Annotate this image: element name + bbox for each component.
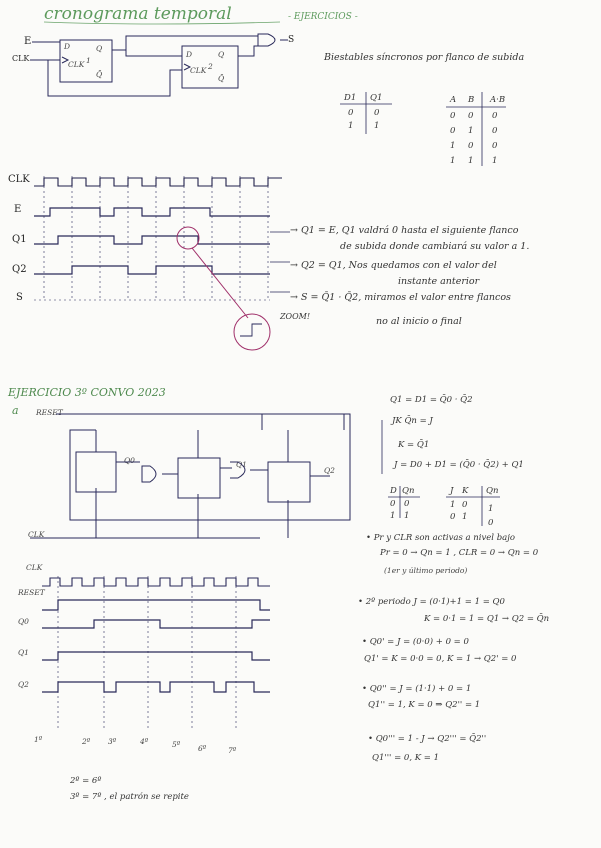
ffjk-box: [268, 462, 310, 502]
and-gate-2: [142, 466, 156, 482]
note-s: → S = Q̄1 · Q̄2, miramos el valor entre flancos: [290, 292, 511, 303]
footer-line2: 3º = 7º , el patrón se repite: [70, 792, 189, 802]
zoom-label: ZOOM!: [280, 312, 311, 321]
out-q1-label: Q1: [236, 460, 247, 469]
table2-cell: 0: [468, 141, 474, 151]
table2-cell: 1: [492, 156, 498, 166]
table4-header: J: [450, 486, 454, 496]
ff2-qn-label: Q̄: [218, 74, 225, 83]
page-subtitle: - EJERCICIOS -: [288, 12, 358, 22]
input-e-label: E: [24, 36, 32, 47]
note-period2-j: • 2º periodo J = (0·1)+1 = 1 = Q0: [358, 597, 505, 607]
page-title: cronograma temporal: [44, 4, 232, 24]
clk-input-label: CLK: [28, 530, 45, 539]
period-label: 2º: [82, 737, 91, 746]
timing1-q2-wave: [34, 266, 270, 274]
period-label: 6º: [198, 744, 207, 753]
note-q1-third: Q1''' = 0, K = 1: [372, 753, 440, 763]
table2-cell: 0: [492, 126, 498, 136]
note-periods: (1er y último periodo): [384, 566, 468, 575]
reset-input-label: RESET: [36, 408, 63, 417]
table2-lines: [446, 92, 506, 166]
timing1-e-wave: [34, 208, 270, 216]
timing2-clk-label: CLK: [26, 563, 43, 572]
table2-cell: 1: [450, 141, 456, 151]
table1-cell: 0: [348, 108, 354, 118]
note-q1: → Q1 = E, Q1 valdrá 0 hasta el siguiente flanco: [290, 225, 519, 236]
note-q0-prime: • Q0' = J = (0·0) + 0 = 0: [362, 637, 469, 647]
reset-bus: [56, 414, 350, 520]
description-biestables: Biestables síncronos por flanco de subida: [324, 52, 525, 63]
equation-j: J = D0 + D1 = (Q̄0 · Q̄2) + Q1: [394, 460, 524, 470]
table1-header-q1: Q1: [370, 93, 383, 103]
table4-cell: 1: [488, 504, 494, 514]
ex2-wires: [116, 462, 268, 474]
table3-cell: 1: [390, 511, 396, 521]
table1-cell: 1: [374, 121, 380, 131]
table2-cell: 0: [450, 111, 456, 121]
table2-cell: 1: [468, 126, 474, 136]
table2-header-ab: A·B: [490, 95, 506, 105]
zoom-circle-small: [177, 227, 199, 249]
and-gate: [258, 34, 275, 46]
table2-cell: 0: [468, 111, 474, 121]
ff1b-box: [178, 458, 220, 498]
ff2-clk-label: CLK: [190, 66, 207, 75]
ff1-q-label: Q: [96, 44, 103, 53]
ff1-box: [60, 40, 112, 82]
table3-header: D: [390, 486, 397, 496]
ff1-clk-triangle: [62, 57, 68, 63]
ff1-qn-label: Q̄: [96, 70, 103, 79]
ex2-clk-wires: [30, 476, 330, 538]
footer-line1: 2º = 6º: [70, 776, 102, 786]
table4-header: Qn: [486, 486, 499, 496]
input-clk-label: CLK: [12, 54, 30, 63]
table4-cell: 1: [450, 500, 456, 510]
note-q1-prime: Q1' = K = 0·0 = 0, K = 1 → Q2' = 0: [364, 654, 517, 664]
timing1-e-label: E: [14, 204, 22, 215]
period-label: 1º: [34, 735, 43, 744]
out-q2-label: Q2: [324, 466, 335, 475]
ex2-reset-wires: [96, 414, 344, 462]
note-q2-cont: instante anterior: [398, 276, 480, 287]
table2-cell: 0: [450, 126, 456, 136]
table2-cell: 0: [492, 141, 498, 151]
exercise2-title: EJERCICIO 3º CONVO 2023: [8, 386, 166, 399]
timing2-q2-label: Q2: [18, 680, 29, 689]
timing1-q2-label: Q2: [12, 264, 27, 275]
timing1-q1-wave: [34, 236, 270, 244]
timing2-reset-label: RESET: [18, 588, 45, 597]
period-label: 3º: [108, 737, 117, 746]
equation-jk: JK Q̄n = J: [392, 416, 433, 426]
note-q0-third: • Q0''' = 1 - J → Q2''' = Q̄2'': [368, 734, 487, 744]
note-arrows-1: [270, 232, 290, 292]
ff2-d-label: D: [186, 50, 193, 59]
ff0-box: [76, 452, 116, 492]
table2-cell: 0: [492, 111, 498, 121]
period-label: 4º: [140, 737, 149, 746]
timing1-clk-wave: [34, 178, 282, 186]
table4-header: K: [462, 486, 469, 496]
note-s-cont: no al inicio o final: [376, 316, 462, 327]
ff1-clk-label: CLK: [68, 60, 85, 69]
wire-q2: [238, 46, 258, 56]
table3-cell: 1: [404, 511, 410, 521]
note-q1-second: Q1'' = 1, K = 0 ⇒ Q2'' = 1: [368, 700, 481, 710]
table3-header: Qn: [402, 486, 415, 496]
table4-cell: 0: [462, 500, 468, 510]
timing2-q0-label: Q0: [18, 617, 29, 626]
ff2-num: 2: [208, 62, 213, 71]
note-pr-clr: • Pr y CLR son activas a nivel bajo: [366, 533, 515, 543]
ff1-d-label: D: [64, 42, 71, 51]
zoom-detail: [240, 324, 262, 336]
note-q0-second: • Q0'' = J = (1·1) + 0 = 1: [362, 684, 472, 694]
table2-header-b: B: [468, 95, 475, 105]
table2-cell: 1: [468, 156, 474, 166]
note-q1-cont: de subida donde cambiará su valor a 1.: [340, 241, 530, 252]
title-underline: [44, 22, 280, 24]
period-label: 7º: [228, 746, 237, 755]
truth-table-lines: [388, 486, 500, 526]
table3-cell: 0: [404, 499, 410, 509]
timing2-q1-label: Q1: [18, 648, 29, 657]
timing1-q1-label: Q1: [12, 234, 27, 245]
timing2-guides: [58, 576, 236, 730]
equation-q1: Q1 = D1 = Q̄0 · Q̄2: [390, 395, 473, 405]
wire-clk2: [48, 60, 182, 96]
wire-q1-top: [112, 36, 258, 50]
exercise2-part: a: [12, 404, 19, 417]
table1-cell: 1: [348, 121, 354, 131]
timing1-s-label: S: [16, 292, 23, 303]
table1-header-d1: D1: [344, 93, 357, 103]
ff2-clk-triangle: [184, 64, 190, 70]
table4-cell: 1: [462, 512, 468, 522]
note-period2-k: K = 0·1 = 1 = Q1 → Q2 = Q̄n: [424, 614, 550, 624]
or-gate: [230, 462, 245, 478]
table4-cell: 0: [450, 512, 456, 522]
ff1-num: 1: [86, 56, 91, 65]
table4-cell: 0: [488, 518, 494, 528]
equation-k: K = Q̄1: [398, 440, 430, 450]
wire-q1-ff2: [126, 50, 182, 56]
table1-lines: [340, 92, 392, 134]
table2-cell: 1: [450, 156, 456, 166]
output-s-label: S: [288, 35, 295, 45]
out-q0-label: Q0: [124, 456, 135, 465]
zoom-line: [192, 248, 248, 318]
table1-cell: 0: [374, 108, 380, 118]
note-q2: → Q2 = Q1, Nos quedamos con el valor del: [290, 260, 497, 271]
timing1-guides: [44, 176, 268, 300]
period-label: 5º: [172, 740, 181, 749]
timing1-clk-label: CLK: [8, 174, 30, 185]
ff2-q-label: Q: [218, 50, 225, 59]
note-pr-clr-values: Pr = 0 → Qn = 1 , CLR = 0 → Qn = 0: [380, 548, 539, 558]
table2-header-a: A: [450, 95, 457, 105]
table3-cell: 0: [390, 499, 396, 509]
